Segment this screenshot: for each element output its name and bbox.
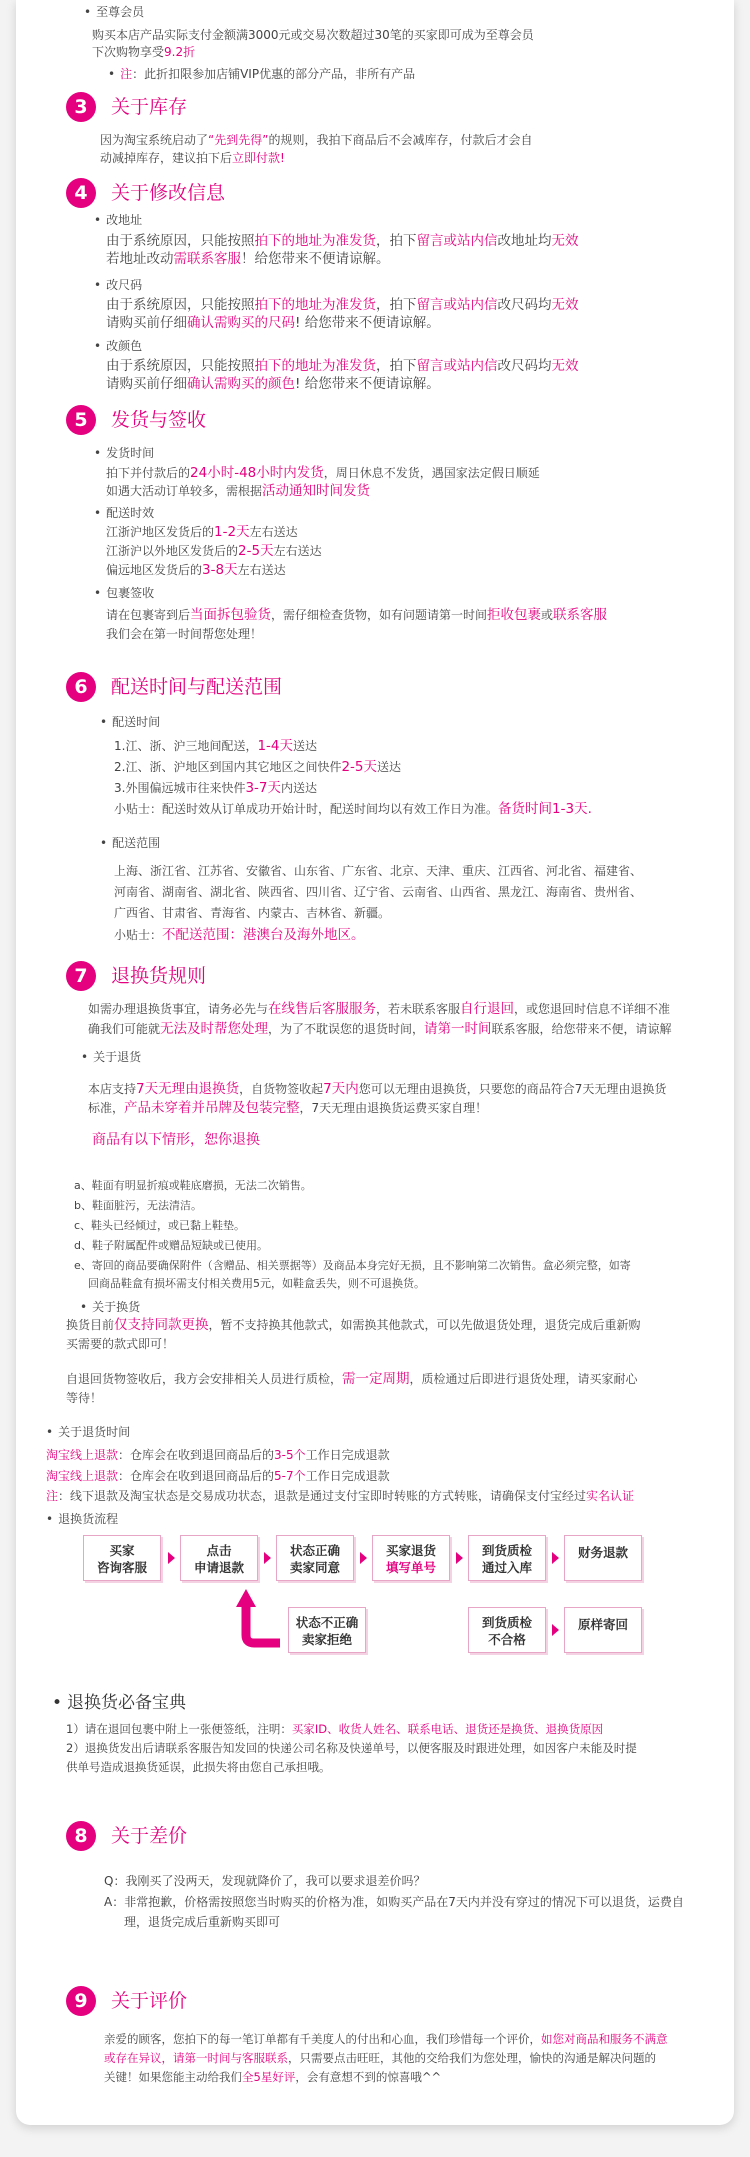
stock-text-2: 动减掉库存，建议拍下后立即付款!: [100, 151, 285, 165]
package-sign-text-1: 请在包裹寄到后当面拆包验货，需仔细检查货物，如有问题请第一时间拒收包裹或联系客服: [106, 607, 608, 623]
flow-arrow: [264, 1552, 271, 1564]
delivery-efficiency-title: • 配送时效: [94, 504, 154, 522]
section-number: 6: [66, 672, 96, 702]
delivery-tip: 小贴士：配送时效从订单成功开始计时，配送时间均以有效工作日为准。备货时间1-3天.: [114, 801, 592, 817]
section-title: 关于评价: [111, 1990, 188, 2012]
review-text-1: 亲爱的顾客，您拍下的每一笔订单都有千美度人的付出和心血，我们珍惜每一个评价，如您对商品和服务不满意: [104, 2032, 668, 2046]
about-exchange-title: • 关于换货: [80, 1298, 140, 1316]
change-address-text-2: 若地址改动需联系客服！给您带来不便请谅解。: [106, 251, 390, 267]
change-size-text-2: 请购买前仔细确认需购买的尺码! 给您带来不便请谅解。: [106, 315, 440, 331]
efficiency-line-2: 江浙沪以外地区发货后的2-5天左右送达: [106, 543, 322, 559]
return-intro-1: 如需办理退换货事宜，请务必先与在线售后客服服务，若未联系客服自行退回，或您退回时信息不详细不准: [88, 1001, 671, 1017]
package-sign-title: • 包裹签收: [94, 584, 154, 602]
section-number: 7: [66, 961, 96, 991]
section-title: 配送时间与配送范围: [111, 676, 283, 698]
change-color-text-2: 请购买前仔细确认需购买的颜色! 给您带来不便请谅解。: [106, 376, 440, 392]
exclusion-e-2: 回商品鞋盒有损坏需支付相关费用5元，如鞋盒丢失，则不可退换货。: [88, 1277, 425, 1290]
vip-discount: 下次购物享受9.2折: [92, 45, 196, 59]
exclusion-c: c、鞋头已经倾过，或已黏上鞋垫。: [74, 1219, 246, 1232]
section-number: 5: [66, 405, 96, 435]
flow-step-seller-agree: 状态正确 卖家同意: [276, 1535, 354, 1581]
efficiency-line-1: 江浙沪地区发货后的1-2天左右送达: [106, 524, 298, 540]
review-text-3: 关键！如果您能主动给我们全5星好评，会有意想不到的惊喜哦^^: [104, 2070, 442, 2084]
flow-arrow: [552, 1552, 559, 1564]
guide-line-1: 1）请在退回包裹中附上一张便签纸，注明：买家ID、收货人姓名、联系电话、退货还是换货、退换货原因: [66, 1722, 604, 1736]
price-diff-answer-2: 理，退货完成后重新购买即可: [124, 1915, 281, 1929]
change-size-text-1: 由于系统原因，只能按照拍下的地址为准发货，拍下留言或站内信改尺码均无效: [106, 297, 579, 313]
delivery-range-title: • 配送范围: [100, 834, 160, 852]
guide-line-2: 2）退换货发出后请联系客服告知发回的快递公司名称及快递单号，以便客服及时跟进处理，如因客户未能及时提: [66, 1741, 637, 1755]
flow-step-inspection-fail: 到货质检 不合格: [468, 1607, 546, 1653]
flow-step-apply-refund: 点击 申请退款: [180, 1535, 258, 1581]
inspection-text-2: 等待！: [66, 1391, 103, 1405]
delivery-time-title: • 配送时间: [100, 713, 160, 731]
section-number: 8: [66, 1821, 96, 1851]
return-intro-2: 确我们可能就无法及时帮您处理，为了不耽误您的退货时间，请第一时间联系客服，给您带来不便，请谅解: [88, 1021, 672, 1037]
section-title: 退换货规则: [111, 965, 207, 987]
flow-arrow: [552, 1624, 559, 1636]
content-card: [16, 0, 734, 2125]
section-title: 关于修改信息: [111, 182, 226, 204]
review-text-2: 或存在异议，请第一时间与客服联系，只需要点击旺旺，其他的交给我们为您处理，愉快的沟通是解决问题的: [104, 2051, 656, 2065]
section-title: 关于库存: [111, 96, 188, 118]
exclusion-e-1: e、寄回的商品要确保附件（含赠品、相关票据等）及商品本身完好无损，且不影响第二次销售。盒必须完整，如寄: [74, 1259, 631, 1272]
inspection-text-1: 自退回货物签收后，我方会安排相关人员进行质检，需一定周期，质检通过后即进行退货处理，请买家耐心: [66, 1371, 638, 1387]
delivery-time-line-1: 1.江、浙、沪三地间配送，1-4天送达: [114, 738, 318, 754]
section-number: 9: [66, 1986, 96, 2016]
section-number: 4: [66, 178, 96, 208]
flow-step-buyer-return: 买家退货 填写单号: [372, 1535, 450, 1581]
guide-line-3: 供单号造成退换货延误，此损失将由您自己承担哦。: [66, 1760, 331, 1774]
delivery-range-line-1: 上海、浙江省、江苏省、安徽省、山东省、广东省、北京、天津、重庆、江西省、河北省、福建省、: [114, 864, 643, 878]
change-size-title: • 改尺码: [94, 276, 142, 294]
package-sign-text-2: 我们会在第一时间帮您处理！: [106, 627, 263, 641]
delivery-time-line-3: 3.外围偏远城市往来快件3-7天内送达: [114, 780, 318, 796]
flow-arrow: [168, 1552, 175, 1564]
exclusion-d: d、鞋子附属配件或赠品短缺或已使用。: [74, 1239, 268, 1252]
price-diff-question: Q：我刚买了没两天，发现就降价了，我可以要求退差价吗？: [104, 1874, 426, 1888]
exclusion-b: b、鞋面脏污，无法清洁。: [74, 1199, 202, 1212]
vip-title: • 至尊会员: [84, 3, 144, 21]
vip-text: 购买本店产品实际支付金额满3000元或交易次数超过30笔的买家即可成为至尊会员: [92, 28, 534, 42]
delivery-range-line-3: 广西省、甘肃省、青海省、内蒙古、吉林省、新疆。: [114, 906, 391, 920]
refund-line-2: 淘宝线上退款：仓库会在收到退回商品后的5-7个工作日完成退款: [46, 1469, 390, 1483]
section-number: 3: [66, 92, 96, 122]
return-guide-title: • 退换货必备宝典: [52, 1692, 186, 1714]
ship-time-text-2: 如遇大活动订单较多，需根据活动通知时间发货: [106, 483, 371, 499]
vip-note: • 注：此折扣限参加店铺VIP优惠的部分产品，非所有产品: [108, 65, 415, 83]
delivery-time-line-2: 2.江、浙、沪地区到国内其它地区之间快件2-5天送达: [114, 759, 402, 775]
ship-time-title: • 发货时间: [94, 444, 154, 462]
exclusion-a: a、鞋面有明显折痕或鞋底磨损，无法二次销售。: [74, 1179, 312, 1192]
section-title: 发货与签收: [111, 409, 207, 431]
return-policy-1: 本店支持7天无理由退换货，自货物签收起7天内您可以无理由退换货，只要您的商品符合7天无理由退换货: [88, 1081, 667, 1097]
change-color-text-1: 由于系统原因，只能按照拍下的地址为准发货，拍下留言或站内信改尺码均无效: [106, 358, 579, 374]
flow-return-arrow-icon: [236, 1585, 286, 1649]
flow-step-seller-reject: 状态不正确 卖家拒绝: [288, 1607, 366, 1653]
price-diff-answer-1: A：非常抱歉，价格需按照您当时购买的价格为准，如购买产品在7天内并没有穿过的情况下可以退货，运费自: [104, 1895, 684, 1909]
stock-text-1: 因为淘宝系统启动了“先到先得”的规则，我拍下商品后不会减库存，付款后才会自: [100, 133, 533, 147]
change-address-text-1: 由于系统原因，只能按照拍下的地址为准发货，拍下留言或站内信改地址均无效: [106, 233, 579, 249]
flow-arrow: [360, 1552, 367, 1564]
flow-step-send-back: 原样寄回: [564, 1607, 642, 1653]
return-policy-2: 标准，产品未穿着并吊牌及包装完整，7天无理由退换货运费买家自理！: [88, 1100, 488, 1116]
change-color-title: • 改颜色: [94, 337, 142, 355]
flow-step-consult: 买家 咨询客服: [83, 1535, 161, 1581]
about-return-title: • 关于退货: [81, 1048, 141, 1066]
exchange-text-1: 换货目前仅支持同款更换，暂不支持换其他款式，如需换其他款式，可以先做退货处理，退货完成后重新购: [66, 1317, 641, 1333]
cannot-return-heading: 商品有以下情形，恕你退换: [92, 1132, 260, 1148]
exchange-text-2: 买需要的款式即可！: [66, 1337, 175, 1351]
section-title: 关于差价: [111, 1825, 188, 1847]
no-delivery-tip: 小贴士：不配送范围：港澳台及海外地区。: [114, 927, 365, 943]
return-time-title: • 关于退货时间: [46, 1423, 130, 1441]
refund-line-1: 淘宝线上退款：仓库会在收到退回商品后的3-5个工作日完成退款: [46, 1448, 390, 1462]
return-flow-title: • 退换货流程: [46, 1510, 118, 1528]
efficiency-line-3: 偏远地区发货后的3-8天左右送达: [106, 562, 286, 578]
ship-time-text-1: 拍下并付款后的24小时-48小时内发货，周日休息不发货，遇国家法定假日顺延: [106, 465, 540, 481]
refund-note: 注：线下退款及淘宝状态是交易成功状态，退款是通过支付宝即时转账的方式转账，请确保支付宝经过实名认证: [46, 1489, 635, 1503]
flow-step-finance-refund: 财务退款: [564, 1535, 642, 1581]
flow-arrow: [456, 1552, 463, 1564]
delivery-range-line-2: 河南省、湖南省、湖北省、陕西省、四川省、辽宁省、云南省、山西省、黑龙江、海南省、贵州省、: [114, 885, 643, 899]
flow-step-inspection-pass: 到货质检 通过入库: [468, 1535, 546, 1581]
change-address-title: • 改地址: [94, 211, 142, 229]
